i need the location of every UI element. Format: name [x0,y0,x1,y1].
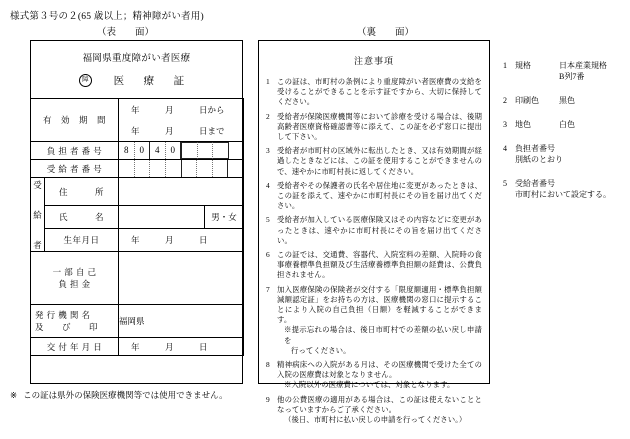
note-text: 精神病床への入院がある月は、その医療機関で受けた全ての入院の医療費は対象となりません。 [277,360,482,380]
table-row-validity-period [31,99,244,142]
note-text: 受給者やその保護者の氏名や居住地に変更があったときは、この証を添えて、速やかに市町村長にその旨を届け出てください。 [277,180,482,211]
note-text: この証は、市町村の条例により重度障がい者医療費の支給を受けることができることを示す証ですから、大切に保持してください。 [277,77,482,107]
copayment-value [119,252,244,305]
note-text-group [277,360,482,391]
validity-to-day: 日まで [199,125,225,136]
spec-value: 市町村において設定する。 [515,190,611,199]
list-item [266,360,482,391]
recipient-group-char-3: 者 [33,239,42,250]
recipient-number-value [119,160,244,178]
table-row-issuer [31,305,244,338]
note-number: 7 [266,284,270,294]
spec-item-background-color [503,119,628,130]
note-text: 受給者が市町村の区域外に転出したとき、又は有効期間が経過したときなどには、この証を使用することができませんので、速やかに市町村長に返してください。 [277,146,482,176]
validity-from-day: 日から [199,104,225,115]
table-row-address [31,178,244,206]
note-number: 2 [266,111,270,121]
caption-back-side: （裏 面） [357,28,415,38]
spec-number: 3 [503,120,507,129]
note-text: 受給者が加入している医療保険又はその内容などに変更があったときは、速やかに市町村長にその旨を届け出てください。 [277,215,482,245]
issue-date-year: 年 [131,341,140,352]
payer-digit-6 [198,142,214,159]
validity-from-line [119,104,243,116]
recipient-digit-1 [119,160,135,177]
recipient-group-char-2: 給 [33,209,42,220]
note-number: 8 [266,360,270,370]
birthdate-line [119,234,243,246]
birthdate-label: 生年月日 [45,229,119,252]
spec-value: 別紙のとおり [515,155,563,164]
table-row-birthdate [31,229,244,252]
table-row-name [31,206,244,229]
payer-digit-5 [181,142,198,159]
payer-number-label: 負 担 者 番 号 [31,142,119,160]
spec-value: 黒色 [559,96,575,105]
subtitle-char-1: 医 [113,76,125,87]
gender-options: 男・女 [204,206,243,228]
recipient-group-char-1: 受 [33,179,42,190]
payer-digit-8 [229,142,244,159]
recipient-digit-5 [182,160,198,177]
spec-item-size [503,60,628,82]
copayment-label-line1: 一 部 自 己 [52,267,97,277]
spec-label: 印刷色 [515,96,539,105]
shogai-seal-icon: 障 [79,74,92,87]
medical-certificate-back [258,40,490,425]
list-item [266,285,482,356]
spec-value-line1: 日本産業規格 [559,61,607,70]
spec-item-print-color [503,95,628,106]
certificate-fields-table [30,98,244,356]
spec-label: 負担者番号 [515,144,555,153]
spec-number: 2 [503,96,507,105]
note-subtext: （後日、市町村に払い戻しの申請を行ってください。） [284,415,467,425]
spec-label: 地色 [515,120,531,129]
note-text: この証では、交通費、容器代、入院室料の差額、入院時の食事療養標準負担額及び生活療養標準負担額の経費は、公費負担されません。 [277,250,482,280]
note-subtext-2: 行ってください。 [291,345,351,355]
recipient-group-label [31,178,45,252]
issuer-label-line2: 及 び 印 [35,322,99,332]
validity-to-month: 月 [165,125,174,136]
note-text: 他の公費医療の適用がある場合は、この証は使えないこととなっていますからご了承ください。 [277,394,482,414]
spec-label: 受給者番号 [515,179,555,188]
issue-date-line [119,341,243,353]
note-subtext: ※入院以外の医療費については、対象となります。 [284,380,455,390]
medical-certificate-front [30,40,243,384]
issue-date-label: 交 付 年 月 日 [31,338,119,356]
issuer-value: 福岡県 [119,305,244,338]
spec-number: 5 [503,179,507,188]
payer-number-grid [119,142,243,159]
note-number: 9 [266,394,270,404]
specification-list [503,60,628,213]
note-text: 加入医療保険の保険者が交付する「限度額適用・標準負担額減額認定証」をお持ちの方は、医療機関の窓口に提示することにより入院の自己負担（日額）を軽減することができます。 [277,284,482,325]
copayment-label-line2: 負 担 金 [58,279,91,289]
issue-date-month: 月 [165,341,174,352]
table-row-recipient-number [31,160,244,178]
validity-period-label: 有 効 期 間 [31,99,119,142]
payer-number-value [119,142,244,160]
note-text: 受給者が保険医療機関等において診療を受ける場合は、後期高齢者医療資格確認書等に添えて、この証を必ず窓口に提出して下さい。 [277,111,482,142]
birthdate-year: 年 [131,235,140,245]
spec-value: 白色 [559,120,575,129]
list-item [266,77,482,108]
card-subtitle [31,73,242,88]
spec-number: 4 [503,144,507,153]
payer-digit-4: 0 [166,142,182,159]
notes-title: 注意事項 [353,56,394,66]
table-row-payer-number [31,142,244,160]
recipient-number-grid [119,160,243,177]
birthdate-day: 日 [199,235,208,245]
recipient-digit-6 [197,160,213,177]
issuer-label [31,305,119,338]
note-number: 4 [266,180,270,190]
front-footnote [10,389,228,401]
recipient-digit-8 [228,160,243,177]
payer-digit-3: 4 [150,142,166,159]
name-value-cell [119,206,244,229]
list-item [266,215,482,246]
spec-item-recipient-number [503,178,628,200]
spec-value [559,60,628,82]
validity-to-year: 年 [131,125,140,136]
address-label: 住 所 [45,178,119,206]
subtitle-char-3: 証 [173,76,185,87]
note-number: 6 [266,250,270,260]
validity-from-month: 月 [165,104,174,115]
caption-front-side: （表 面） [97,28,155,38]
spec-number: 1 [503,61,507,70]
address-value [119,178,244,206]
spec-value-line2: B列7番 [559,72,585,81]
list-item [266,112,482,143]
recipient-digit-7 [213,160,229,177]
validity-to-line [119,125,243,137]
issue-date-day: 日 [199,341,208,352]
list-item [266,181,482,212]
recipient-number-label: 受 給 者 番 号 [31,160,119,178]
payer-digit-7 [213,142,229,159]
validity-from-year: 年 [131,104,140,115]
list-item [266,250,482,281]
subtitle-char-2: 療 [143,76,155,87]
recipient-digit-3 [150,160,166,177]
note-number: 3 [266,146,270,156]
note-number: 5 [266,215,270,225]
birthdate-value [119,229,244,252]
note-text-group [277,285,482,356]
name-label: 氏 名 [45,206,119,229]
recipient-digit-2 [135,160,151,177]
footnote-text: この証は県外の保険医療機関等では使用できません。 [23,390,228,400]
payer-digit-1: 8 [119,142,135,159]
list-item [266,146,482,177]
issuer-label-line1: 発 行 機 関 名 [35,310,91,320]
spec-item-payer-number [503,143,628,165]
footnote-mark-icon: ※ [10,390,18,400]
note-number: 1 [266,77,270,86]
recipient-digit-4 [166,160,182,177]
notes-list [266,77,482,425]
copayment-label [31,252,119,305]
issue-date-value [119,338,244,356]
validity-period-value [119,99,244,142]
birthdate-month: 月 [165,235,174,245]
note-text-group [277,395,482,426]
table-row-copayment [31,252,244,305]
list-item [266,395,482,426]
note-subtext: ※提示忘れの場合は、後日市町村での差額の払い戻し申請を [284,325,482,345]
form-number: 様式第３号の２(65 歳以上；精神障がい者用) [10,12,204,22]
table-row-issue-date [31,338,244,356]
payer-digit-2: 0 [135,142,151,159]
spec-label: 規格 [515,61,531,70]
card-title: 福岡県重度障がい者医療 [82,54,191,64]
